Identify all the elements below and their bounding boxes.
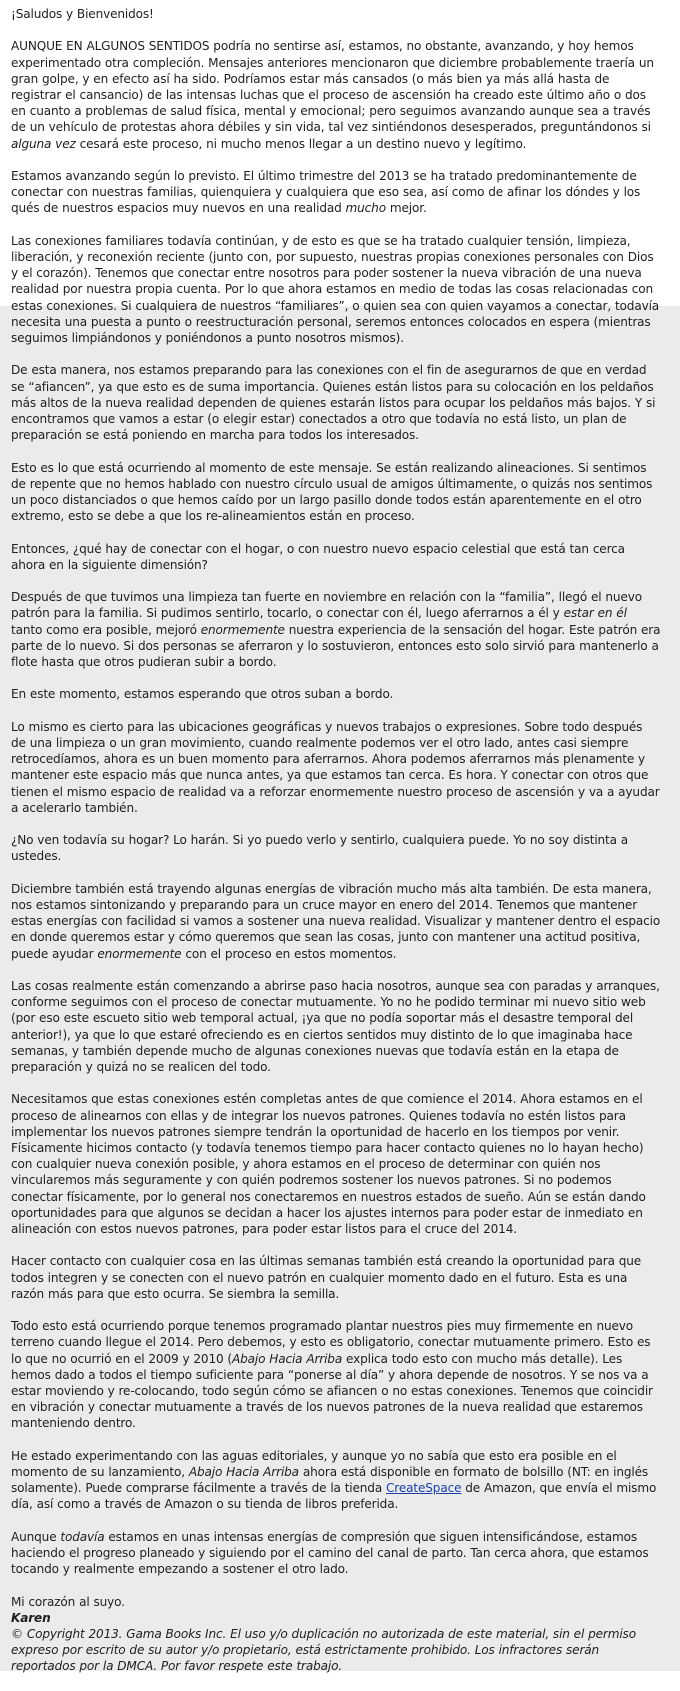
- body-paragraph: [11, 832, 661, 864]
- paragraph-text: De esta manera, nos estamos preparando para las conexiones con el fin de asegurarnos de que en verdad se “afiancen”, ya que esto es de suma importancia. Quienes están listos para su colocación en los peldaños más altos de la nueva realidad dependen de quienes estarán listos para ocupar los peldaños más bajos. Y si encontramos que vamos a estar (o elegir estar) conectados a otro que todavía no está listo, un plan de preparación se está poniendo en marcha para todos los interesados.: [11, 363, 656, 443]
- body-paragraph: [11, 1318, 661, 1431]
- signoff: Mi corazón al suyo.: [11, 1594, 125, 1609]
- body-paragraph: [11, 541, 661, 573]
- paragraph-text: Esto es lo que está ocurriendo al momento de este mensaje. Se están realizando alineaciones. Si sentimos de repente que no hemos hablado con nuestro círculo usual de amigos últimamente, o quizás nos sentimos un poco distanciados o que hemos caído por un largo pasillo donde todos están aparentemente en el otro extremo, esto se debe a que los re-alineamientos están en proceso.: [11, 460, 653, 524]
- paragraph-text: tanto como era posible, mejoró: [11, 622, 201, 637]
- paragraph-text: Todo esto está ocurriendo porque tenemos programado plantar nuestros pies muy firmemente en nuevo terreno cuando llegue el 2014. Pero debemos, y esto es obligatorio, conectar mutuamente primero. Esto es lo que no ocurrió en el 2009 y 2010 (: [11, 1319, 651, 1366]
- body-paragraph: [11, 38, 661, 151]
- editorial-text-after: de Amazon, que envía el mismo día, así como a través de Amazon o su tienda de libros preferida.: [11, 1481, 657, 1512]
- paragraph-text: explica todo esto con mucho más detalle). Les hemos dado a todos el tiempo suficiente para “ponerse al día” y ahora depende de nosotros. Y se nos va a estar moviendo y re-colocando, todo según cómo se afiancen o no estas conexiones. Tenemos que coincidir en vibración y conectar mutuamente a través de los nuevos patrones de la nueva realidad que estaremos manteniendo dentro.: [11, 1351, 653, 1431]
- body-paragraph: [11, 1091, 661, 1237]
- createspace-link[interactable]: CreateSpace: [385, 1481, 462, 1496]
- paragraph-text: Estamos avanzando según lo previsto. El último trimestre del 2013 se ha tratado predominantemente de conectar con nuestras familias, quienquiera y cualquiera que eso sea, así como de afinar los dóndes y los qués de nuestros espacios muy nuevos en una realidad: [11, 169, 641, 216]
- body-paragraph: [11, 978, 661, 1075]
- paragraph-text: Diciembre también está trayendo algunas energías de vibración mucho más alta también. De esta manera, nos estamos sintonizando y preparando para un cruce mayor en enero del 2014. Tenemos que mantener estas energías con facilidad si vamos a sostener una nueva realidad. Visualizar y mantener dentro el espacio en donde queremos estar y cómo queremos que sean las cosas, junto con mantener una actitud positiva, puede ayudar: [11, 881, 661, 961]
- paragraph-list: [11, 38, 661, 1431]
- body-paragraph: [11, 589, 661, 670]
- body-paragraph: [11, 233, 661, 346]
- emphasized-text: Abajo Hacia Arriba: [232, 1351, 343, 1366]
- paragraph-text: En este momento, estamos esperando que otros suban a bordo.: [11, 687, 394, 702]
- body-paragraph: [11, 881, 661, 962]
- book-title: Abajo Hacia Arriba: [188, 1465, 299, 1480]
- closing-paragraph: [11, 1529, 661, 1578]
- copyright-notice: © Copyright 2013. Gama Books Inc. El uso y/o duplicación no autorizada de este material, sin el permiso expreso por escrito de su autor y/o propietario, está estrictamente prohibido. Los infractores serán reportados por la DMCA. Por favor respete este trabajo.: [11, 1627, 636, 1674]
- paragraph-text: Las cosas realmente están comenzando a abrirse paso hacia nosotros, aunque sea con paradas y arranques, conforme seguimos con el proceso de conectar mutuamente. Yo no he podido terminar mi nuevo sitio web (por eso este escueto sitio web temporal actual, ¡ya que no podía soportar más el desastre temporal del anterior!), ya que lo que estaré ofreciendo es en ciertos sentidos muy distinto de lo que imaginaba hace semanas, y también depende mucho de algunas conexiones nuevas que todavía están en la etapa de preparación y quizá no se realicen del todo.: [11, 979, 660, 1075]
- closing-emphasis: todavía: [60, 1529, 105, 1544]
- body-paragraph: [11, 686, 661, 702]
- paragraph-text: Necesitamos que estas conexiones estén completas antes de que comience el 2014. Ahora estamos en el proceso de alinearnos con ellas y de integrar los nuevos patrones. Quienes todavía no estén listos para implementar los nuevos patrones siempre tendrán la oportunidad de hacerlo en los tiempos por venir. Físicamente hicimos contacto (y todavía tenemos tiempo para hacer contacto quienes no lo hayan hecho) con cualquier nueva conexión posible, y ahora estamos en el proceso de determinar con quién nos vincularemos más seguramente y con quién podremos sostener los nuevos patrones. Si no podemos conectar físicamente, por lo general nos conectaremos en nuestros estados de sueño. Aún se están dando oportunidades para que algunos se decidan a hacer los ajustes internos para poder estar de inmediato en alineación con estos nuevos patrones, para poder estar listos para el cruce del 2014.: [11, 1092, 646, 1237]
- paragraph-text: con el proceso en estos momentos.: [181, 946, 397, 961]
- paragraph-text: Después de que tuvimos una limpieza tan fuerte en noviembre en relación con la “familia”, llegó el nuevo patrón para la familia. Si pudimos sentirlo, tocarlo, o conectar con él, luego aferrarnos a él y: [11, 590, 642, 621]
- emphasized-text: alguna vez: [11, 136, 76, 151]
- paragraph-text: ¿No ven todavía su hogar? Lo harán. Si yo puedo verlo y sentirlo, cualquiera puede. Yo no soy distinta a ustedes.: [11, 833, 629, 864]
- editorial-text-before: He estado experimentando con las aguas editoriales, y aunque yo no sabía que esto era posible en el momento de su lanzamiento,: [11, 1448, 617, 1480]
- editorial-paragraph: [11, 1448, 661, 1513]
- paragraph-text: Las conexiones familiares todavía continúan, y de esto es que se ha tratado cualquier tensión, limpieza, liberación, y reconexión reciente (junto con, por supuesto, nuestras propias conexiones personales con Dios y el corazón). Tenemos que conectar entre nosotros para poder sostener la nueva vibración de una nueva realidad por nuestra propia cuenta. Por lo que ahora estamos en medio de todas las cosas relacionadas con estas conexiones. Si cualquiera de nuestros “familiares”, o quien sea con quien vayamos a conectar, todavía necesita una puesta a punto o reestructuración personal, seremos entonces colocados en espera (mientras seguimos limpiándonos y poniéndonos a punto nosotros mismos).: [11, 233, 660, 346]
- editorial-text-middle: ahora está disponible en formato de bolsillo (NT: en inglés solamente). Puede comprarse fácilmente a través de la tienda: [11, 1465, 649, 1496]
- signature: Karen: [11, 1610, 51, 1625]
- emphasized-text: estar en él: [563, 606, 627, 621]
- paragraph-text: Lo mismo es cierto para las ubicaciones geográficas y nuevos trabajos o expresiones. Sobre todo después de una limpieza o un gran movimiento, cuando realmente podemos ver el otro lado, antes casi siempre retrocedíamos, ahora es un buen momento para aferrarnos. Ahora podemos aferrarnos más plenamente y mantener este espacio más que nunca antes, ya que estamos tan cerca. Es hora. Y conectar con otros que tienen el mismo espacio de realidad va a reforzar enormemente nuestro proceso de ascensión y va a ayudar a acelerarlo también.: [11, 719, 660, 815]
- body-paragraph: [11, 719, 661, 816]
- paragraph-text: mejor.: [385, 201, 427, 216]
- signoff-block: [11, 1594, 661, 1626]
- closing-text-before: Aunque: [11, 1529, 61, 1544]
- emphasized-text: enormemente: [97, 946, 182, 961]
- paragraph-text: Entonces, ¿qué hay de conectar con el hogar, o con nuestro nuevo espacio celestial que está tan cerca ahora en la siguiente dimensión?: [11, 541, 625, 572]
- greeting: ¡Saludos y Bienvenidos!: [11, 7, 154, 21]
- message-body: [11, 6, 661, 1691]
- emphasized-text: mucho: [345, 201, 386, 216]
- paragraph-text: nuestra experiencia de la sensación del hogar. Este patrón era parte de lo nuevo. Si dos personas se aferraron y lo sostuvieron, entonces esto solo sirvió para mantenerlo a flote hasta que otros pudieran subir a bordo.: [11, 622, 661, 670]
- paragraph-text: AUNQUE EN ALGUNOS SENTIDOS podría no sentirse así, estamos, no obstante, avanzando, y hoy hemos experimentado otra compleción. Mensajes anteriores mencionaron que diciembre probablemente traería un gran golpe, y en efecto así ha sido. Podríamos estar más cansados (o más bien ya más allá hasta de registrar el cansancio) de las intensas luchas que el proceso de ascensión ha creado este último año o dos en cuanto a problemas de salud física, mental y emocional; pero seguimos avanzando aunque sea a través de un vehículo de protestas ahora débiles y sin vida, tal vez sintiéndonos desesperados, preguntándonos si: [11, 39, 654, 135]
- emphasized-text: enormemente: [200, 622, 285, 637]
- body-paragraph: [11, 168, 661, 217]
- paragraph-text: cesará este proceso, ni mucho menos llegar a un destino nuevo y legítimo.: [75, 136, 527, 151]
- body-paragraph: [11, 1253, 661, 1302]
- body-paragraph: [11, 460, 661, 525]
- body-paragraph: [11, 362, 661, 443]
- closing-text-after: estamos en unas intensas energías de compresión que siguen intensificándose, estamos haciendo el progreso planeado y siguiendo por el camino del canal de parto. Tan cerca ahora, que estamos tocando y realmente empezando a sostener el otro lado.: [11, 1529, 649, 1577]
- paragraph-text: Hacer contacto con cualquier cosa en las últimas semanas también está creando la oportunidad para que todos integren y se conecten con el nuevo patrón en cualquier momento dado en el futuro. Esta es una razón más para que esto ocurra. Se siembra la semilla.: [11, 1254, 642, 1301]
